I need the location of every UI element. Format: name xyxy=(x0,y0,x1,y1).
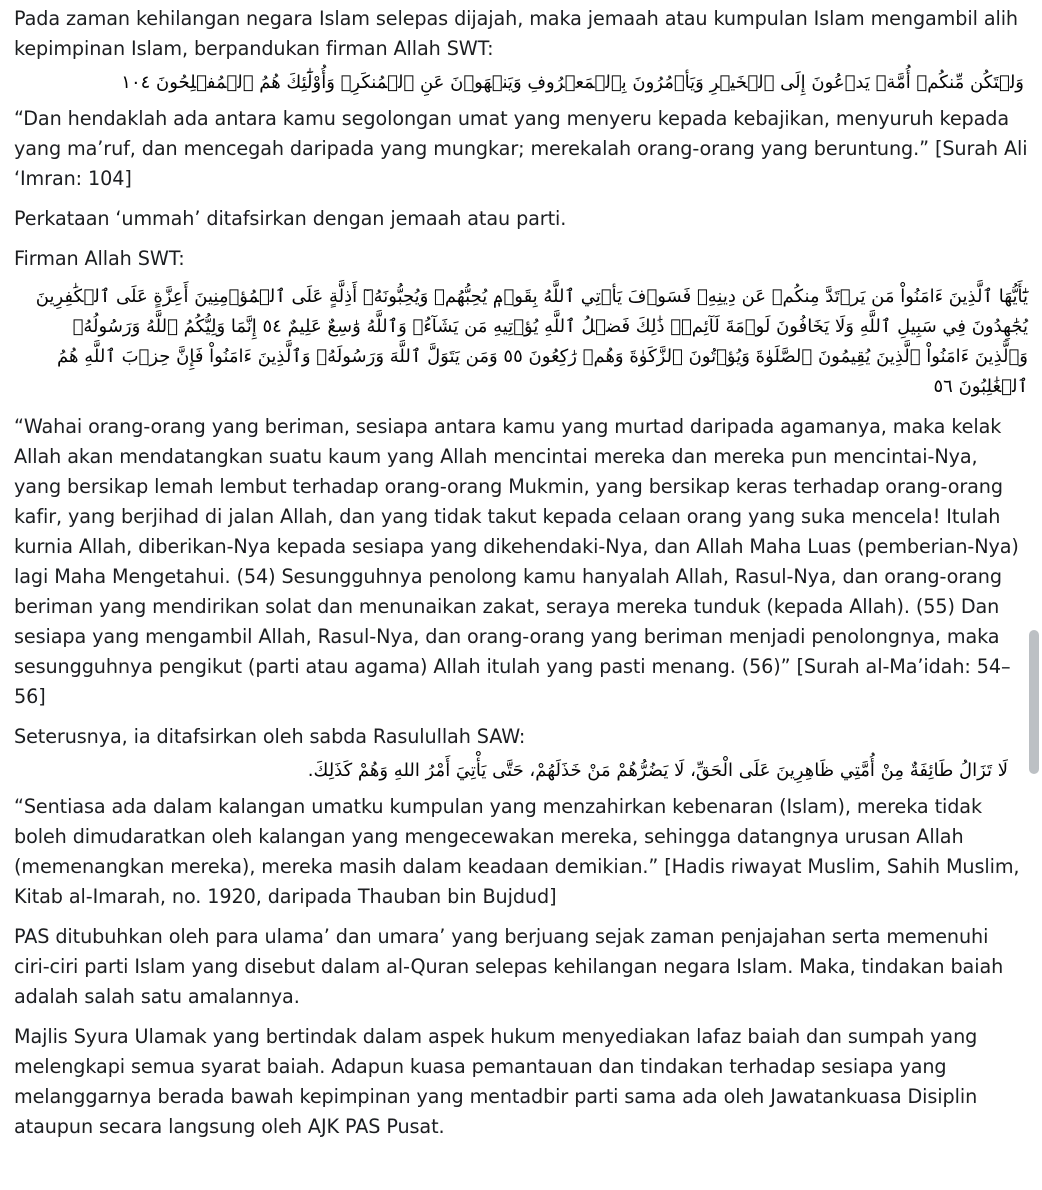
arabic-verse-al-maidah: يَٰٓأَيُّهَا ٱلَّذِينَ ءَامَنُواْ مَن يَرۡتَدَّ مِنكُمۡ عَن دِينِهِۦ فَسَوۡفَ يَأۡتِي ٱللَّهُ بِقَوۡمٖ يُحِبُّهُمۡ وَيُحِبُّونَهُۥٓ أَذِلَّةٍ عَلَى ٱلۡمُؤۡمِنِينَ أَعِزَّةٍ عَلَى ٱلۡكَٰفِرِينَ يُجَٰهِدُونَ فِي سَبِيلِ ٱللَّهِ وَلَا يَخَافُونَ لَوۡمَةَ لَآئِمٖۚ ذَٰلِكَ فَضۡلُ ٱللَّهِ يُؤۡتِيهِ مَن يَشَآءُۚ وَٱللَّهُ وَٰسِعٌ عَلِيمٌ ٥٤ إِنَّمَا وَلِيُّكُمُ ٱللَّهُ وَرَسُولُهُۥ وَٱلَّذِينَ ءَامَنُواْ ٱلَّذِينَ يُقِيمُونَ ٱلصَّلَوٰةَ وَيُؤۡتُونَ ٱلزَّكَوٰةَ وَهُمۡ رَٰكِعُونَ ٥٥ وَمَن يَتَوَلَّ ٱللَّهَ وَرَسُولَهُۥ وَٱلَّذِينَ ءَامَنُواْ فَإِنَّ حِزۡبَ ٱللَّهِ هُمُ ٱلۡغَٰلِبُونَ ٥٦ xyxy=(35,286,1028,397)
post-body xyxy=(14,4,1028,1142)
arabic-verse-ali-imran: وَلۡتَكُن مِّنكُمۡ أُمَّةٞ يَدۡعُونَ إِلَى ٱلۡخَيۡرِ وَيَأۡمُرُونَ بِٱلۡمَعۡرُوفِ وَيَنۡهَوۡنَ عَنِ ٱلۡمُنكَرِۚ وَأُوْلَٰٓئِكَ هُمُ ٱلۡمُفۡلِحُونَ ١٠٤ xyxy=(121,72,1024,93)
hadith-intro-paragraph: Seterusnya, ia ditafsirkan oleh sabda Rasulullah SAW: xyxy=(14,725,526,748)
scrollbar[interactable] xyxy=(1028,0,1040,1190)
translation-ali-imran: “Dan hendaklah ada antara kamu segolongan umat yang menyeru kepada kebajikan, menyuruh kepada yang ma’ruf, dan mencegah daripada yang mungkar; merekalah orang-orang yang beruntung.” [Surah Ali ‘Imran: 104] xyxy=(14,107,1028,190)
pas-paragraph: PAS ditubuhkan oleh para ulama’ dan umara’ yang berjuang sejak zaman penjajahan serta memenuhi ciri-ciri parti Islam yang disebut dalam al-Quran selepas kehilangan negara Islam. Maka, tindakan baiah adalah salah satu amalannya. xyxy=(14,925,1004,1008)
firman-paragraph: Firman Allah SWT: xyxy=(14,247,185,270)
majlis-syura-paragraph: Majlis Syura Ulamak yang bertindak dalam aspek hukum menyediakan lafaz baiah dan sumpah yang melengkapi semua syarat baiah. Adapun kuasa pemantauan dan tindakan terhadap sesiapa yang melanggarnya berada bawah kepimpinan yang mentadbir parti sama ada oleh Jawatankuasa Disiplin ataupun secara langsung oleh AJK PAS Pusat. xyxy=(14,1025,978,1138)
translation-hadith: “Sentiasa ada dalam kalangan umatku kumpulan yang menzahirkan kebenaran (Islam), mereka tidak boleh dimudaratkan oleh kalangan yang mengecewakan mereka, sehingga datangnya urusan Allah (memenangkan mereka), mereka masih dalam keadaan demikian.” [Hadis riwayat Muslim, Sahih Muslim, Kitab al-Imarah, no. 1920, daripada Thauban bin Bujdud] xyxy=(14,795,1020,908)
ummah-paragraph: Perkataan ‘ummah’ ditafsirkan dengan jemaah atau parti. xyxy=(14,207,567,230)
arabic-hadith: لَا تَزَالُ طَائِفَةٌ مِنْ أُمَّتِي ظَاهِرِينَ عَلَى الْحَقِّ، لَا يَضُرُّهُمْ مَنْ خَذَلَهُمْ، حَتَّى يَأْتِيَ أَمْرُ اللهِ وَهُمْ كَذَلِكَ. xyxy=(307,760,1008,781)
translation-al-maidah: “Wahai orang-orang yang beriman, sesiapa antara kamu yang murtad daripada agamanya, maka kelak Allah akan mendatangkan suatu kaum yang Allah mencintai mereka dan mereka pun mencintai-Nya, yang bersikap lemah lembut terhadap orang-orang Mukmin, yang bersikap keras terhadap orang-orang kafir, yang berjihad di jalan Allah, dan yang tidak takut kepada celaan orang yang suka mencela! Itulah kurnia Allah, diberikan-Nya kepada sesiapa yang dikehendaki-Nya, dan Allah Maha Luas (pemberian-Nya) lagi Maha Mengetahui. (54) Sesungguhnya penolong kamu hanyalah Allah, Rasul-Nya, dan orang-orang beriman yang mendirikan solat dan menunaikan zakat, seraya mereka tunduk (kepada Allah). (55) Dan sesiapa yang mengambil Allah, Rasul-Nya, dan orang-orang yang beriman menjadi penolongnya, maka sesungguhnya pengikut (parti atau agama) Allah itulah yang pasti menang. (56)” [Surah al-Ma’idah: 54–56] xyxy=(14,415,1019,708)
intro-paragraph: Pada zaman kehilangan negara Islam selepas dijajah, maka jemaah atau kumpulan Islam mengambil alih kepimpinan Islam, berpandukan firman Allah SWT: xyxy=(14,7,1018,60)
scrollbar-thumb[interactable] xyxy=(1029,630,1039,774)
